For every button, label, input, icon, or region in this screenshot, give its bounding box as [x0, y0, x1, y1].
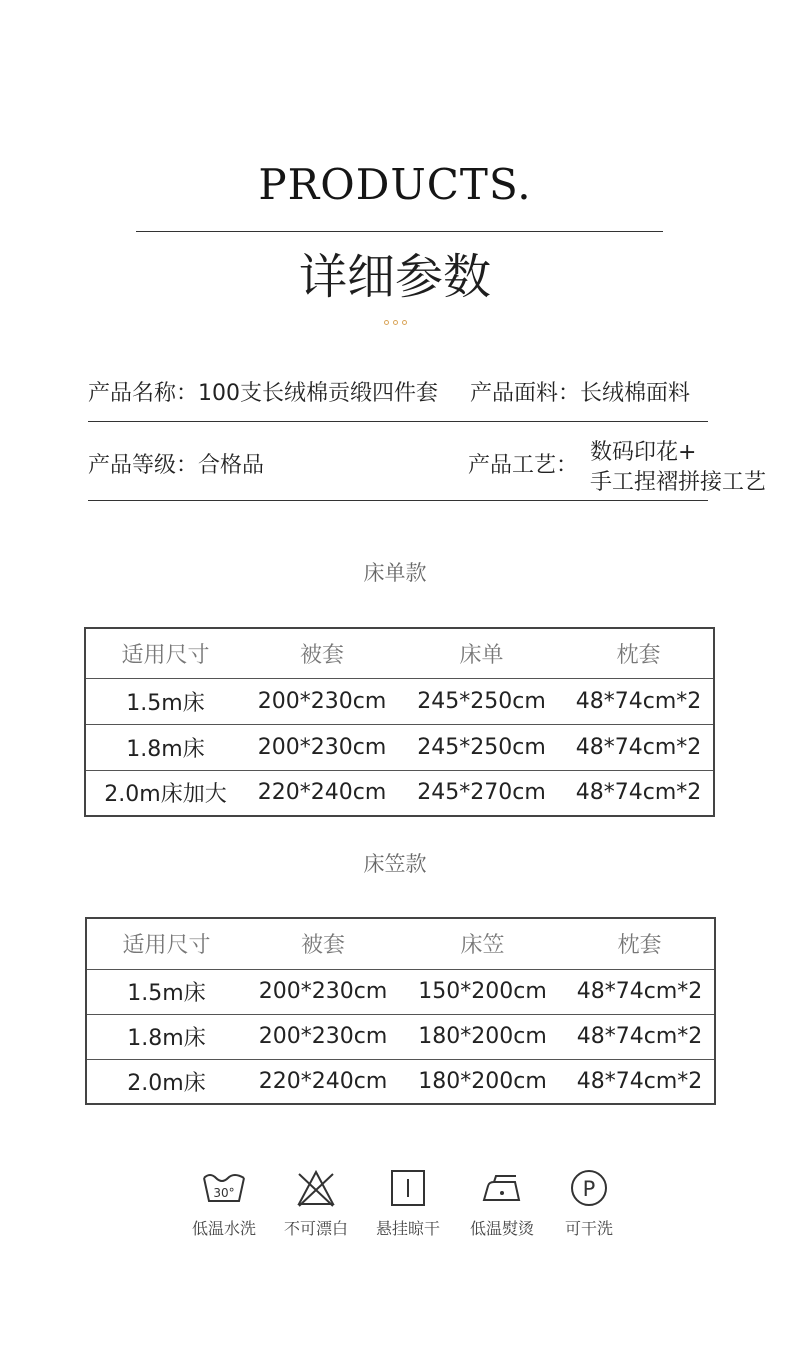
spec-craft-value — [590, 438, 766, 498]
care-label: 低温熨烫 — [469, 1219, 534, 1238]
table-row — [85, 678, 714, 724]
section-title-fitted: 床笠款 — [363, 852, 427, 876]
header-cell: 被套 — [245, 628, 399, 678]
care-label: 低温水洗 — [191, 1219, 256, 1238]
spec-name — [88, 376, 438, 407]
header-cell: 被套 — [246, 918, 400, 969]
section-title-sheet: 床单款 — [363, 561, 427, 585]
header-cell: 床单 — [399, 628, 564, 678]
table-cell: 200*230cm — [246, 969, 400, 1014]
table-cell: 48*74cm*2 — [564, 678, 714, 724]
no-bleach-icon — [293, 1168, 339, 1208]
low-iron-icon — [479, 1168, 525, 1208]
decorative-dots — [0, 320, 790, 325]
table-row — [85, 724, 714, 770]
dot-icon — [402, 320, 407, 325]
table-cell: 48*74cm*2 — [575, 780, 702, 806]
table-cell: 180*200cm — [418, 1068, 547, 1094]
table-row — [86, 1014, 715, 1059]
table-cell: 48*74cm*2 — [565, 1014, 715, 1059]
table-cell: 1.8m床 — [86, 1014, 246, 1059]
table-cell: 245*250cm — [399, 678, 564, 724]
table-row — [86, 969, 715, 1014]
dry-clean-icon — [566, 1168, 612, 1208]
care-item-dry-clean — [544, 1168, 634, 1239]
table-cell: 180*200cm — [400, 1014, 565, 1059]
dot-icon — [384, 320, 389, 325]
table-row — [85, 770, 714, 816]
spec-grade — [88, 448, 264, 479]
spec-divider — [88, 500, 708, 501]
size-table-sheet — [84, 627, 715, 817]
care-label: 可干洗 — [564, 1219, 613, 1238]
spec-grade-value: 合格品 — [198, 453, 265, 478]
dry-clean-letter: P — [582, 1177, 596, 1201]
spec-fabric-value: 长绒棉面料 — [580, 381, 691, 406]
table-cell: 1.5m床 — [86, 969, 246, 1014]
table-cell: 245*270cm — [417, 780, 546, 806]
title-divider — [136, 231, 663, 232]
spec-divider — [88, 421, 708, 422]
table-cell: 245*250cm — [399, 724, 564, 770]
wash-temp-label: 30° — [213, 1186, 235, 1200]
page-title: PRODUCTS. — [258, 160, 532, 209]
table-cell: 200*230cm — [245, 678, 399, 724]
header-cell: 适用尺寸 — [86, 918, 246, 969]
table-cell: 48*74cm*2 — [576, 1068, 703, 1094]
table-cell: 150*200cm — [400, 969, 565, 1014]
spec-name-value: 100支长绒棉贡缎四件套 — [198, 381, 439, 406]
table-cell: 220*240cm — [258, 1068, 388, 1094]
header-cell: 适用尺寸 — [85, 628, 245, 678]
spec-fabric-label: 产品面料： — [470, 381, 581, 406]
size-table-fitted — [85, 917, 716, 1105]
spec-craft-label: 产品工艺： — [468, 453, 579, 478]
table-cell: 2.0m床 — [127, 1070, 206, 1096]
hang-dry-icon — [385, 1168, 431, 1208]
table-row — [86, 1059, 715, 1104]
table-cell: 2.0m床加大 — [104, 782, 227, 808]
care-item-no-bleach — [271, 1168, 361, 1239]
spec-name-label: 产品名称： — [88, 381, 199, 406]
care-item-low-iron — [457, 1168, 547, 1239]
table-header-row — [86, 918, 715, 969]
table-cell: 1.5m床 — [85, 678, 245, 724]
header-cell: 枕套 — [565, 918, 715, 969]
spec-fabric — [470, 376, 690, 407]
table-cell: 200*230cm — [246, 1014, 400, 1059]
spec-craft-line2: 手工捏褶拼接工艺 — [590, 470, 767, 495]
page-subtitle: 详细参数 — [298, 249, 491, 305]
header-cell: 床笠 — [400, 918, 565, 969]
care-item-wash — [179, 1168, 269, 1239]
wash-30-icon — [201, 1168, 247, 1208]
header-cell: 枕套 — [564, 628, 714, 678]
table-cell: 48*74cm*2 — [564, 724, 714, 770]
care-label: 悬挂晾干 — [375, 1219, 440, 1238]
care-item-hang-dry — [363, 1168, 453, 1239]
table-cell: 200*230cm — [245, 724, 399, 770]
spec-grade-label: 产品等级： — [88, 453, 199, 478]
table-cell: 48*74cm*2 — [565, 969, 715, 1014]
table-header-row — [85, 628, 714, 678]
spec-craft-line1: 数码印花+ — [590, 440, 697, 465]
care-label: 不可漂白 — [283, 1219, 348, 1238]
table-cell: 220*240cm — [257, 780, 387, 806]
table-cell: 1.8m床 — [85, 724, 245, 770]
dot-icon — [393, 320, 398, 325]
